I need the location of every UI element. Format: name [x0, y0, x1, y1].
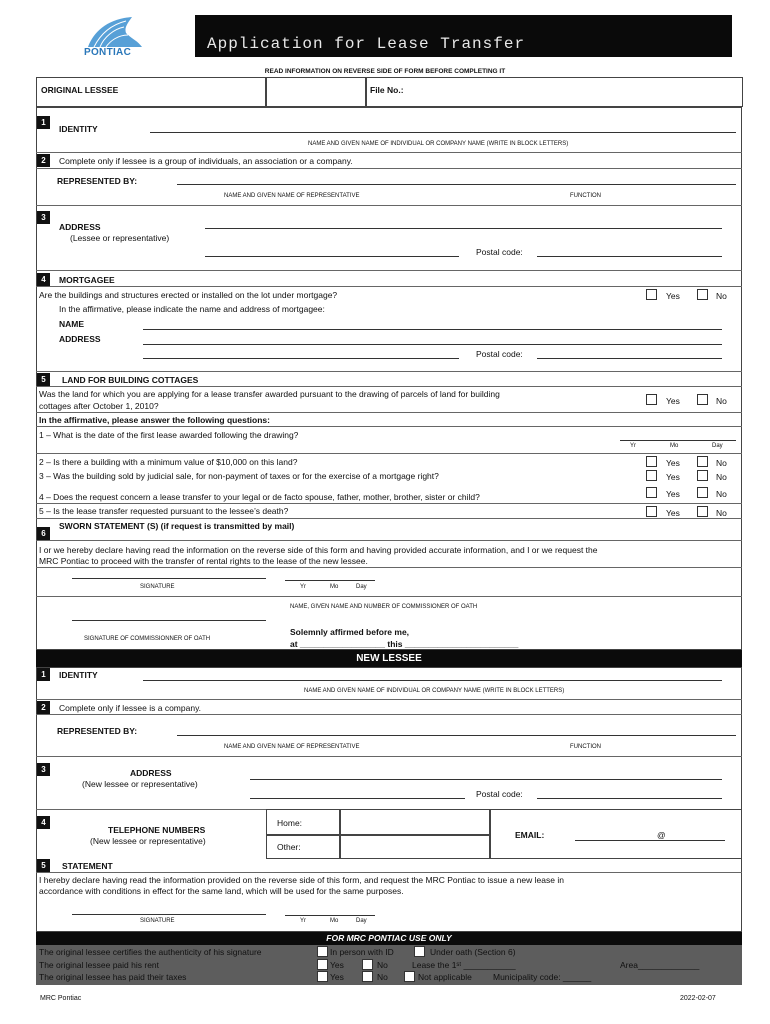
divider — [36, 518, 742, 519]
address-label: ADDRESS — [59, 222, 101, 232]
function-caption: FUNCTION — [570, 744, 601, 750]
no-label: No — [716, 291, 727, 301]
question-3: 3 – Was the building sold by judicial sale, for non-payment of taxes or for the exercise of a mortgage right? — [39, 471, 439, 481]
divider — [36, 756, 742, 757]
commissioner-signature-input[interactable] — [72, 620, 266, 621]
mo-caption: Mo — [330, 584, 339, 590]
no-label: No — [716, 396, 727, 406]
first-lease-date-input[interactable] — [620, 440, 736, 441]
postal-code-label: Postal code: — [476, 247, 523, 257]
question-2: 2 – Is there a building with a minimum value of $10,000 on this land? — [39, 457, 298, 467]
other-phone-input[interactable] — [340, 835, 490, 859]
mortgagee-name-label: NAME — [59, 319, 85, 329]
original-lessee-header — [36, 77, 266, 107]
signature-input[interactable] — [72, 578, 266, 579]
email-label: EMAIL: — [515, 830, 545, 840]
section-number: 5 — [37, 859, 50, 872]
signature-caption: SIGNATURE — [140, 918, 175, 924]
address-sub: (New lessee or representative) — [82, 779, 198, 789]
identity-label: IDENTITY — [59, 124, 98, 134]
footer-left: MRC Pontiac — [40, 995, 82, 1002]
page-title: Application for Lease Transfer — [207, 35, 526, 53]
email-input[interactable] — [575, 840, 725, 841]
divider — [36, 426, 742, 427]
title-bar — [195, 15, 732, 57]
file-no-label: File No.: — [370, 85, 404, 95]
lease-date-label: Lease the 1ˢᵗ ___________ — [412, 960, 516, 970]
yr-caption: Yr — [630, 443, 636, 449]
representative-caption: NAME AND GIVEN NAME OF REPRESENTATIVE — [224, 193, 360, 199]
under-oath-checkbox[interactable] — [414, 946, 425, 957]
office-row-1: The original lessee certifies the authenticity of his signature — [39, 947, 262, 957]
area-label: Area_____________ — [620, 960, 700, 970]
divider — [36, 168, 742, 169]
section-number: 2 — [37, 701, 50, 714]
yes-label: Yes — [666, 508, 680, 518]
identity-caption: NAME AND GIVEN NAME OF INDIVIDUAL OR COMPANY NAME (WRITE IN BLOCK LETTERS) — [304, 688, 565, 694]
land-question-line2: cottages after October 1, 2010? — [39, 401, 159, 411]
new-lessee-header — [36, 650, 742, 667]
section-number: 1 — [37, 668, 50, 681]
office-use-title: FOR MRC PONTIAC USE ONLY — [326, 933, 452, 943]
divider — [36, 386, 742, 387]
mortgagee-address-input[interactable] — [143, 344, 722, 345]
mortgagee-name-input[interactable] — [143, 329, 722, 330]
q3-no-checkbox[interactable] — [697, 470, 708, 481]
divider — [36, 714, 742, 715]
commissioner-signature-caption: SIGNATURE OF COMMISSIONNER OF OATH — [84, 636, 211, 642]
day-caption: Day — [356, 918, 367, 924]
address-sub: (Lessee or representative) — [70, 233, 170, 243]
yes-label: Yes — [666, 458, 680, 468]
new-representative-input[interactable] — [177, 735, 736, 736]
q4-no-checkbox[interactable] — [697, 487, 708, 498]
yr-caption: Yr — [300, 584, 306, 590]
taxes-no-label: No — [377, 972, 388, 982]
no-label: No — [716, 489, 727, 499]
divider — [36, 270, 742, 271]
mortgagee-label: MORTGAGEE — [59, 275, 115, 285]
land-label: LAND FOR BUILDING COTTAGES — [62, 375, 199, 385]
question-4: 4 – Does the request concern a lease transfer to your legal or de facto spouse, father, mother, brother, sister or child? — [39, 492, 480, 502]
address-input-2[interactable] — [205, 256, 459, 257]
file-no-field[interactable] — [366, 77, 743, 107]
representative-caption: NAME AND GIVEN NAME OF REPRESENTATIVE — [224, 744, 360, 750]
original-lessee-label: ORIGINAL LESSEE — [41, 85, 119, 95]
mortgagee-address-input-2[interactable] — [143, 358, 459, 359]
home-cell — [266, 809, 340, 835]
mortgagee-postal-input[interactable] — [537, 358, 722, 359]
header-spacer — [266, 77, 366, 107]
q3-yes-checkbox[interactable] — [646, 470, 657, 481]
q2-yes-checkbox[interactable] — [646, 456, 657, 467]
q5-yes-checkbox[interactable] — [646, 506, 657, 517]
taxes-yes-checkbox[interactable] — [317, 971, 328, 982]
telephone-sub: (New lessee or representative) — [90, 836, 206, 846]
mo-caption: Mo — [670, 443, 679, 449]
postal-code-label: Postal code: — [476, 349, 523, 359]
section-number: 1 — [37, 116, 50, 129]
represented-by-label: REPRESENTED BY: — [57, 726, 138, 736]
mortgagee-address-label: ADDRESS — [59, 334, 101, 344]
address-input[interactable] — [205, 228, 722, 229]
land-yes-checkbox[interactable] — [646, 394, 657, 405]
yes-label: Yes — [666, 396, 680, 406]
no-label: No — [716, 458, 727, 468]
yr-caption: Yr — [300, 918, 306, 924]
no-label: No — [716, 472, 727, 482]
office-row-2: The original lessee paid his rent — [39, 960, 160, 970]
divider — [36, 286, 742, 287]
day-caption: Day — [712, 443, 723, 449]
represented-by-label: REPRESENTED BY: — [57, 176, 138, 186]
identity-input[interactable] — [150, 132, 736, 133]
section-number: 2 — [37, 154, 50, 167]
office-use-header — [36, 932, 742, 945]
telephone-label: TELEPHONE NUMBERS — [108, 825, 206, 835]
divider — [36, 503, 742, 504]
company-note: Complete only if lessee is a company. — [59, 703, 202, 713]
mortgage-yes-checkbox[interactable] — [646, 289, 657, 300]
yes-label: Yes — [666, 291, 680, 301]
divider — [36, 412, 742, 413]
signature-caption: SIGNATURE — [140, 584, 175, 590]
q5-no-checkbox[interactable] — [697, 506, 708, 517]
notice: READ INFORMATION ON REVERSE SIDE OF FORM BEFORE COMPLETING IT — [264, 68, 506, 75]
section-number: 4 — [37, 816, 50, 829]
divider — [36, 540, 742, 541]
new-date-input[interactable] — [285, 915, 375, 916]
identity-label: IDENTITY — [59, 670, 98, 680]
email-at: @ — [657, 830, 666, 840]
rent-no-label: No — [377, 960, 388, 970]
new-address-input-2[interactable] — [250, 798, 465, 799]
footer-date: 2022-02-07 — [680, 995, 716, 1002]
office-row-3: The original lessee has paid their taxes — [39, 972, 187, 982]
address-label: ADDRESS — [130, 768, 172, 778]
divider — [36, 205, 742, 206]
new-address-input[interactable] — [250, 779, 722, 780]
new-lessee-title: NEW LESSEE — [356, 653, 422, 664]
municipality-code-label: Municipality code: ______ — [493, 972, 592, 982]
logo-text: PONTIAC — [84, 47, 132, 58]
mortgage-no-checkbox[interactable] — [697, 289, 708, 300]
in-person-label: In person with ID — [330, 947, 394, 957]
mortgage-question: Are the buildings and structures erected or installed on the lot under mortgage? — [39, 290, 338, 300]
new-postal-input[interactable] — [537, 798, 722, 799]
divider — [36, 699, 742, 700]
rent-yes-checkbox[interactable] — [317, 959, 328, 970]
email-cell — [490, 809, 742, 859]
taxes-no-checkbox[interactable] — [362, 971, 373, 982]
section-number: 4 — [37, 273, 50, 286]
rent-no-checkbox[interactable] — [362, 959, 373, 970]
divider — [36, 371, 742, 372]
land-affirm: In the affirmative, please answer the following questions: — [39, 415, 270, 425]
rent-yes-label: Yes — [330, 960, 344, 970]
section-number: 5 — [37, 373, 50, 386]
postal-code-input[interactable] — [537, 256, 722, 257]
statement-line2: accordance with conditions in effect for the same land, which will be used for the same purposes. — [39, 886, 404, 896]
sworn-label: SWORN STATEMENT (S) (if request is transmitted by mail) — [59, 521, 295, 531]
yes-label: Yes — [666, 472, 680, 482]
divider — [36, 596, 742, 597]
affirmed-label: Solemnly affirmed before me, — [290, 627, 410, 637]
new-identity-input[interactable] — [143, 680, 722, 681]
commissioner-caption: NAME, GIVEN NAME AND NUMBER OF COMMISSIONER OF OATH — [290, 604, 478, 610]
section-number: 3 — [37, 763, 50, 776]
function-caption: FUNCTION — [570, 193, 601, 199]
question-5: 5 – Is the lease transfer requested pursuant to the lessee’s death? — [39, 506, 289, 516]
in-person-checkbox[interactable] — [317, 946, 328, 957]
postal-code-label: Postal code: — [476, 789, 523, 799]
land-question-line1: Was the land for which you are applying for a lease transfer awarded pursuant to the drawing of parcels of land for building — [39, 389, 500, 399]
home-label: Home: — [277, 818, 303, 828]
affirmed-at-line: at __________________ this ________________________ — [290, 639, 519, 649]
identity-caption: NAME AND GIVEN NAME OF INDIVIDUAL OR COMPANY NAME (WRITE IN BLOCK LETTERS) — [308, 141, 569, 147]
day-caption: Day — [356, 584, 367, 590]
representative-input[interactable] — [177, 184, 736, 185]
yes-label: Yes — [666, 489, 680, 499]
taxes-na-checkbox[interactable] — [404, 971, 415, 982]
taxes-na-label: Not applicable — [418, 972, 472, 982]
other-cell — [266, 835, 340, 859]
group-note: Complete only if lessee is a group of individuals, an association or a company. — [59, 156, 353, 166]
statement-label: STATEMENT — [62, 861, 113, 871]
divider — [36, 152, 742, 153]
mo-caption: Mo — [330, 918, 339, 924]
divider — [36, 453, 742, 454]
date-input[interactable] — [285, 580, 375, 581]
land-no-checkbox[interactable] — [697, 394, 708, 405]
section-number: 6 — [37, 527, 50, 540]
q4-yes-checkbox[interactable] — [646, 487, 657, 498]
home-phone-input[interactable] — [340, 809, 490, 835]
sworn-declaration-line1: I or we hereby declare having read the information on the reverse side of this form and having provided accurate information, and I or we request the — [39, 545, 598, 555]
no-label: No — [716, 508, 727, 518]
section-number: 3 — [37, 211, 50, 224]
other-label: Other: — [277, 842, 301, 852]
mortgage-affirm: In the affirmative, please indicate the name and address of mortgagee: — [59, 304, 325, 314]
question-1: 1 – What is the date of the first lease awarded following the drawing? — [39, 430, 299, 440]
sworn-declaration-line2: MRC Pontiac to proceed with the transfer of rental rights to the lease of the new lessee. — [39, 556, 368, 566]
divider — [36, 567, 742, 568]
new-signature-input[interactable] — [72, 914, 266, 915]
statement-line1: I hereby declare having read the information provided on the reverse side of this form, and request the MRC Pontiac to issue a new lease in — [39, 875, 564, 885]
divider — [36, 872, 742, 873]
q2-no-checkbox[interactable] — [697, 456, 708, 467]
taxes-yes-label: Yes — [330, 972, 344, 982]
under-oath-label: Under oath (Section 6) — [430, 947, 516, 957]
